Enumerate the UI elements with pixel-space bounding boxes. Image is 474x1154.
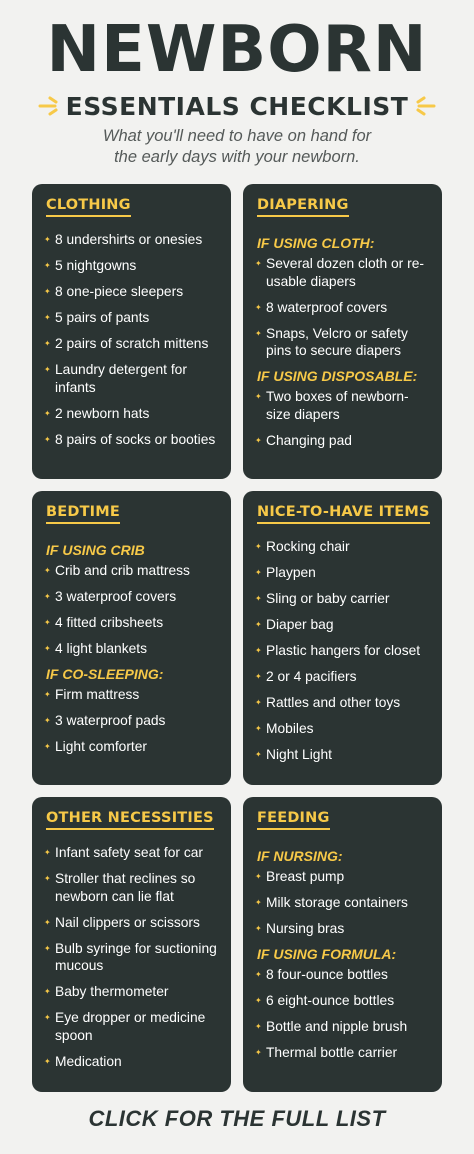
list-item: ✦ 2 or 4 pacifiers	[255, 668, 432, 686]
card-diapering	[243, 184, 442, 479]
card-nice-to-have	[243, 491, 442, 785]
list-item: ✦ 8 waterproof covers	[255, 299, 432, 317]
list-item: ✦ Several dozen cloth or re-usable diapers	[255, 255, 432, 290]
list-item: ✦ 2 newborn hats	[44, 405, 221, 423]
list-item: ✦ 2 pairs of scratch mittens	[44, 335, 221, 353]
list-item: ✦ 3 waterproof covers	[44, 588, 221, 606]
section-subheading: IF USING FORMULA:	[257, 946, 397, 962]
list-item: ✦ Nursing bras	[255, 920, 432, 938]
card-clothing	[32, 184, 231, 479]
subtitle-row	[0, 88, 474, 124]
page-subtitle: ESSENTIALS CHECKLIST	[65, 91, 409, 121]
list-item: ✦ 6 eight-ounce bottles	[255, 992, 432, 1010]
list-item: ✦ Rocking chair	[255, 538, 432, 556]
card-title: BEDTIME	[46, 504, 120, 524]
list-item: ✦ 5 pairs of pants	[44, 309, 221, 327]
card-title: CLOTHING	[46, 197, 131, 217]
section-subheading: IF USING CRIB	[46, 542, 145, 558]
tagline-line-1: What you'll need to have on hand for	[102, 127, 372, 145]
list-item: ✦ Laundry detergent for infants	[44, 361, 221, 396]
list-item: ✦ Plastic hangers for closet	[255, 642, 432, 660]
list-item: ✦ 5 nightgowns	[44, 257, 221, 275]
list-item: ✦ 8 one-piece sleepers	[44, 283, 221, 301]
list-item: ✦ Changing pad	[255, 432, 432, 450]
card-bedtime	[32, 491, 231, 785]
list-item: ✦ Firm mattress	[44, 686, 221, 704]
list-item: ✦ Diaper bag	[255, 616, 432, 634]
left-burst-icon	[36, 94, 58, 118]
list-item: ✦ Baby thermometer	[44, 983, 221, 1001]
list-item: ✦ 4 light blankets	[44, 640, 221, 658]
list-item: ✦ Medication	[44, 1053, 221, 1071]
list-item: ✦ Infant safety seat for car	[44, 844, 221, 862]
right-burst-icon	[416, 94, 438, 118]
list-item: ✦ Crib and crib mattress	[44, 562, 221, 580]
list-item: ✦ Breast pump	[255, 868, 432, 886]
tagline-line-2: the early days with your newborn.	[114, 148, 360, 166]
section-subheading: IF CO-SLEEPING:	[46, 666, 164, 682]
section-subheading: IF USING DISPOSABLE:	[257, 368, 418, 384]
list-item: ✦ Nail clippers or scissors	[44, 914, 221, 932]
list-item: ✦ Milk storage containers	[255, 894, 432, 912]
list-item: ✦ Playpen	[255, 564, 432, 582]
list-item: ✦ 3 waterproof pads	[44, 712, 221, 730]
card-other-necessities	[32, 797, 231, 1092]
list-item: ✦ Two boxes of newborn-size diapers	[255, 388, 432, 423]
list-item: ✦ Night Light	[255, 746, 432, 764]
list-item: ✦ Thermal bottle carrier	[255, 1044, 432, 1062]
item-list	[44, 231, 221, 448]
card-title: OTHER NECESSITIES	[46, 810, 214, 830]
list-item: ✦ Sling or baby carrier	[255, 590, 432, 608]
list-item: ✦ 4 fitted cribsheets	[44, 614, 221, 632]
list-item: ✦ Snaps, Velcro or safety pins to secure diapers	[255, 325, 432, 360]
list-item: ✦ Mobiles	[255, 720, 432, 738]
card-title: DIAPERING	[257, 197, 349, 217]
section-subheading: IF USING CLOTH:	[257, 235, 375, 251]
list-item: ✦ Rattles and other toys	[255, 694, 432, 712]
page-title: NEWBORN	[46, 13, 428, 87]
full-list-link[interactable]: CLICK FOR THE FULL LIST	[88, 1106, 386, 1131]
card-feeding	[243, 797, 442, 1092]
list-item: ✦ Stroller that reclines so newborn can lie flat	[44, 870, 221, 905]
card-title: FEEDING	[257, 810, 330, 830]
list-item: ✦ 8 pairs of socks or booties	[44, 431, 221, 449]
section-subheading: IF NURSING:	[257, 848, 343, 864]
tagline	[0, 126, 474, 168]
list-item: ✦ Light comforter	[44, 738, 221, 756]
list-item: ✦ 8 undershirts or onesies	[44, 231, 221, 249]
list-item: ✦ Eye dropper or medicine spoon	[44, 1009, 221, 1044]
list-item: ✦ 8 four-ounce bottles	[255, 966, 432, 984]
card-title: NICE-TO-HAVE ITEMS	[257, 504, 430, 524]
list-item: ✦ Bulb syringe for suctioning mucous	[44, 940, 221, 975]
list-item: ✦ Bottle and nipple brush	[255, 1018, 432, 1036]
